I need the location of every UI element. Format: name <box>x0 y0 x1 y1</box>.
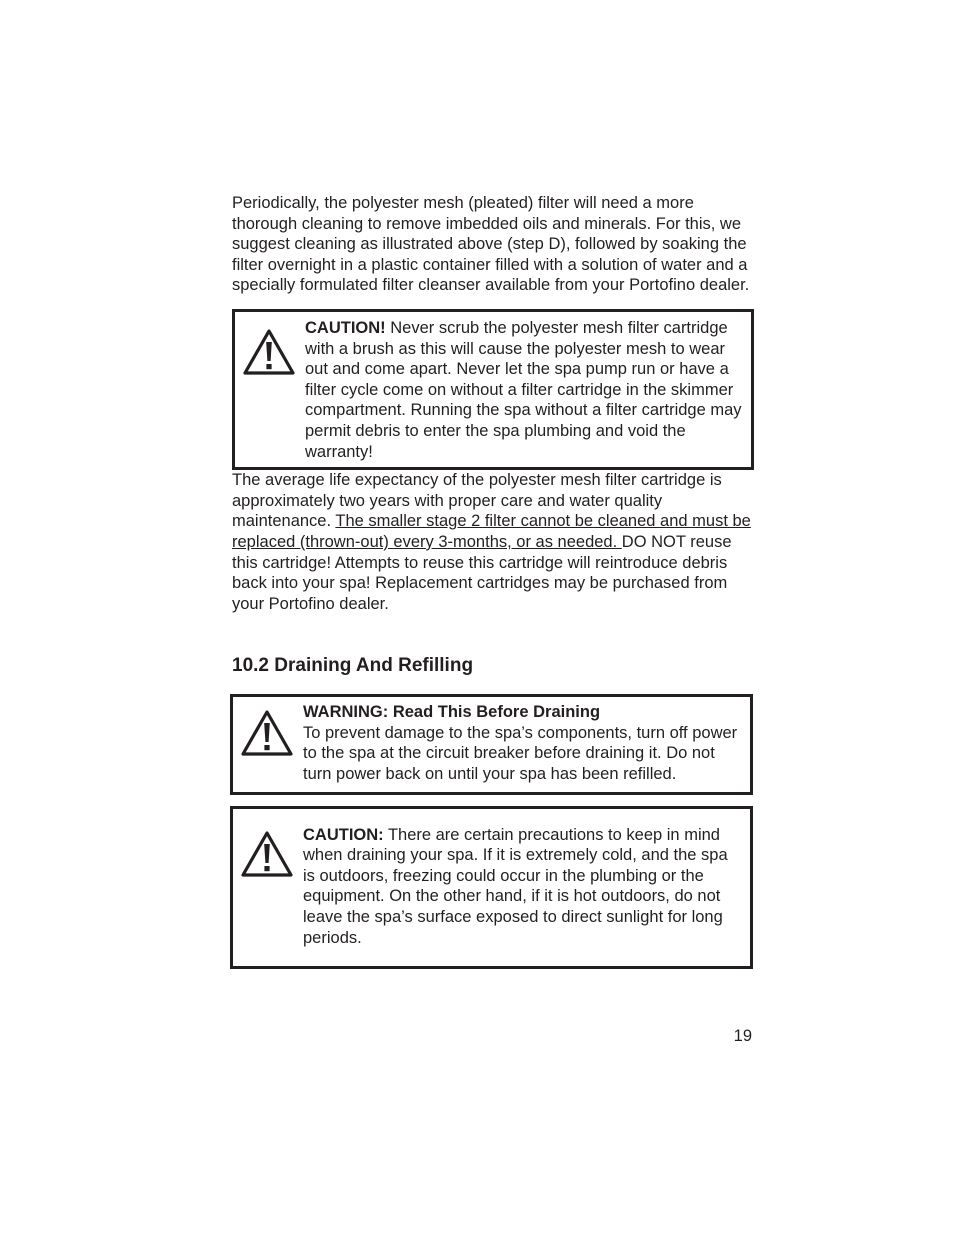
warning-draining-text <box>303 702 744 784</box>
life-expectancy-text: The average life expectancy of the polyester mesh filter cartridge is approximately two years with proper care and water quality maintenance. <box>232 471 722 531</box>
page-content <box>232 193 754 969</box>
intro-paragraph: Periodically, the polyester mesh (pleated) filter will need a more thorough cleaning to remove imbedded oils and minerals. For this, we suggest cleaning as illustrated above (step D), followed by soaking the filter overnight in a plastic container filled with a solution of water and a specially formulated filter cleanser available from your Portofino dealer. <box>232 194 750 295</box>
reuse-warning-text: DO NOT reuse this cartridge! Attempts to reuse this cartridge will reintroduce debris back into your spa! Replacement cartridges may be purchased from your Portofino dealer. <box>232 532 732 613</box>
section-heading: 10.2 Draining And Refilling <box>232 655 474 677</box>
caution-draining-text <box>303 825 744 949</box>
warning-draining-body: To prevent damage to the spa’s components, turn off power to the spa at the circuit breaker before draining it. Do not turn power back on until your spa has been refilled. <box>303 723 738 784</box>
stage2-filter-notice: The smaller stage 2 filter cannot be cleaned and must be replaced (thrown-out) every 3-months, or as needed. <box>232 512 751 551</box>
caution-draining-box <box>230 806 753 970</box>
warning-draining-box <box>230 694 753 794</box>
warning-triangle-icon <box>240 709 294 757</box>
page-number: 19 <box>733 1027 752 1045</box>
life-expectancy-paragraph <box>232 470 754 614</box>
warning-triangle-icon <box>240 830 294 878</box>
caution-draining-body: There are certain precautions to keep in mind when draining your spa. If it is extremely cold, and the spa is outdoors, freezing could occur in the plumbing or the equipment. On the other hand, if it is hot outdoors, do not leave the spa’s surface exposed to direct sunlight for long periods. <box>303 825 728 947</box>
caution-label: CAUTION! <box>305 318 386 337</box>
caution-filter-box <box>232 309 754 470</box>
warning-triangle-icon <box>242 328 296 376</box>
caution-filter-text <box>305 318 745 462</box>
caution-filter-body: Never scrub the polyester mesh filter cartridge with a brush as this will cause the polyester mesh to wear out and come apart. Never let the spa pump run or have a filter cycle come on without a filter cartridge in the skimmer compartment. Running the spa without a filter cartridge may permit debris to enter the spa plumbing and void the warranty! <box>305 318 742 461</box>
caution-label: CAUTION: <box>303 825 384 844</box>
warning-title: WARNING: Read This Before Draining <box>303 703 601 722</box>
